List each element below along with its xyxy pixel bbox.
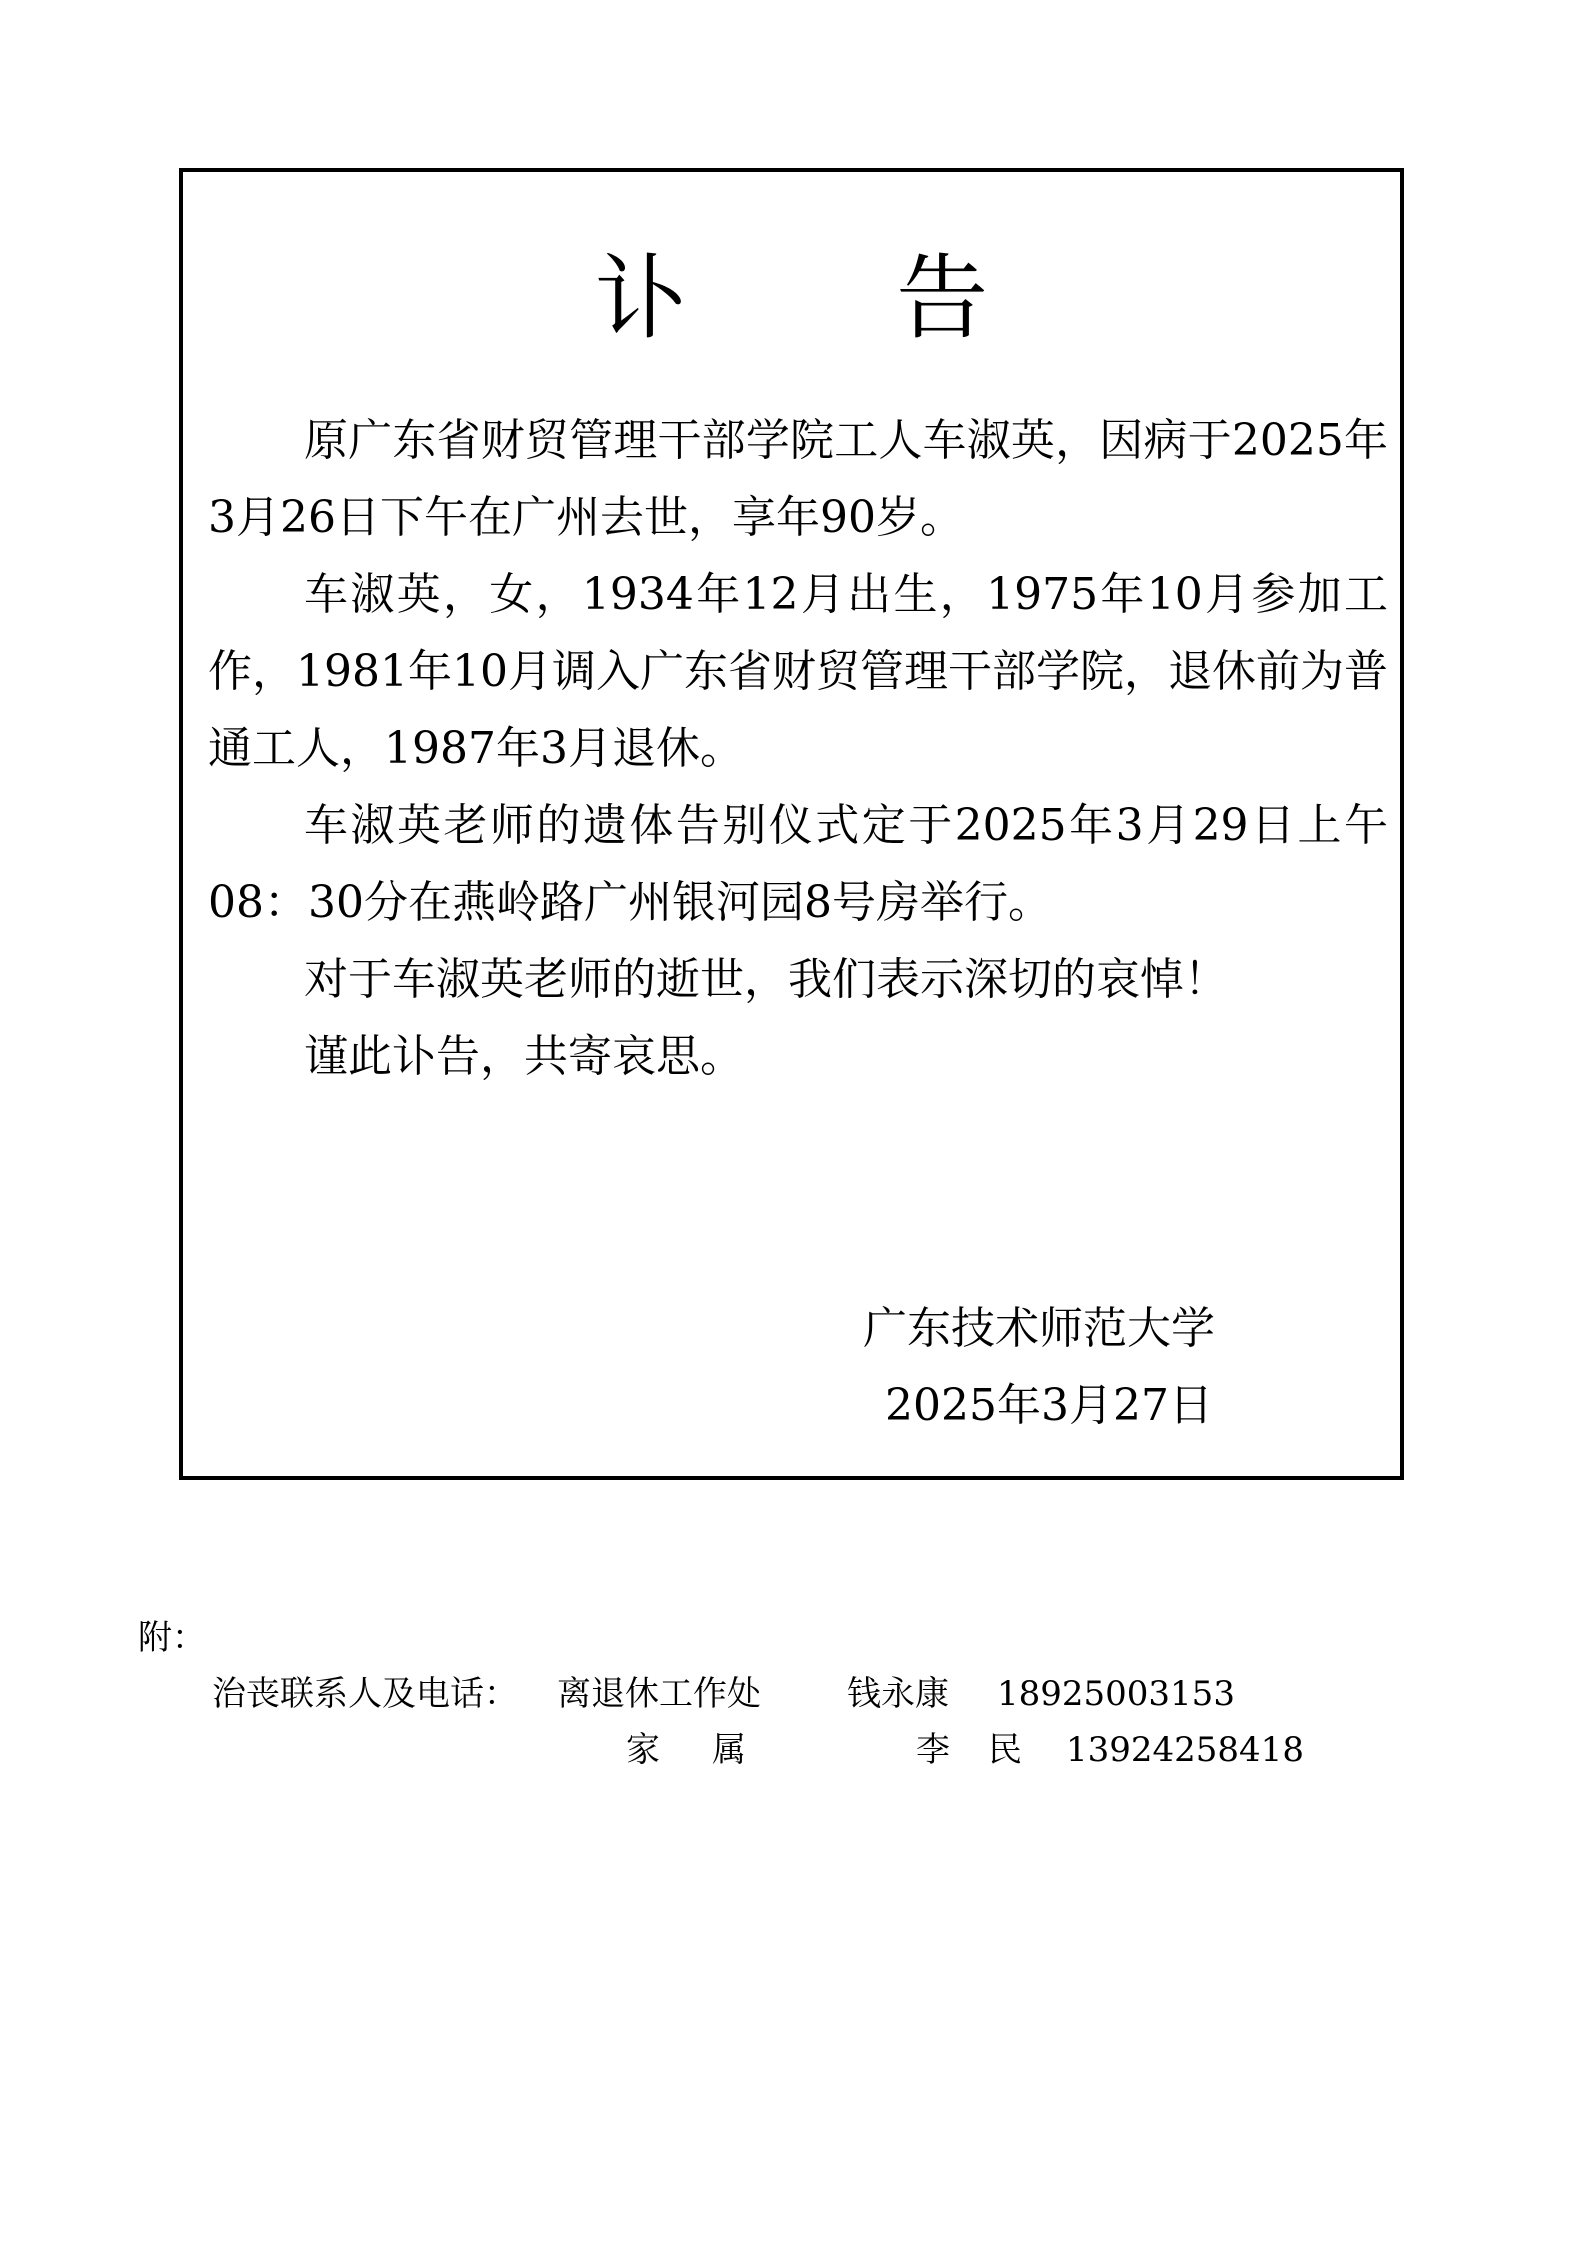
- contact-label: 治丧联系人及电话：: [212, 1674, 518, 1714]
- paragraph-death-notice: 原广东省财贸管理干部学院工人车淑英，因病于2025年3月26日下午在广州去世，享年90岁。: [208, 415, 1388, 543]
- contact-name: 李民: [916, 1730, 1060, 1770]
- signature-organization: 广东技术师范大学: [863, 1303, 1215, 1354]
- notice-title: 讣 告: [594, 245, 1079, 352]
- appendix-label: 附：: [138, 1618, 206, 1658]
- contact-row: [138, 1666, 1438, 1722]
- paragraph-condolence: 对于车淑英老师的逝世，我们表示深切的哀悼！: [304, 954, 1228, 1005]
- obituary-notice-box: [179, 168, 1404, 1480]
- contact-row: [138, 1722, 1438, 1778]
- appendix-label-row: [138, 1610, 1438, 1666]
- contact-dept: 家属: [626, 1730, 798, 1770]
- contact-phone: 18925003153: [997, 1674, 1235, 1714]
- contact-phone: 13924258418: [1066, 1730, 1304, 1770]
- appendix: [138, 1610, 1438, 1778]
- paragraph-farewell-ceremony: 车淑英老师的遗体告别仪式定于2025年3月29日上午08：30分在燕岭路广州银河园8号房举行。: [208, 800, 1388, 928]
- contact-dept: 离退休工作处: [557, 1674, 761, 1714]
- signature-date: 2025年3月27日: [885, 1380, 1213, 1431]
- signature-block: [863, 1290, 1383, 1444]
- paragraph-biography: 车淑英，女，1934年12月出生，1975年10月参加工作，1981年10月调入广东省财贸管理干部学院，退休前为普通工人，1987年3月退休。: [208, 569, 1388, 774]
- contact-name: 钱永康: [847, 1674, 949, 1714]
- notice-body: [208, 402, 1388, 1095]
- paragraph-closing: 谨此讣告，共寄哀思。: [304, 1031, 744, 1082]
